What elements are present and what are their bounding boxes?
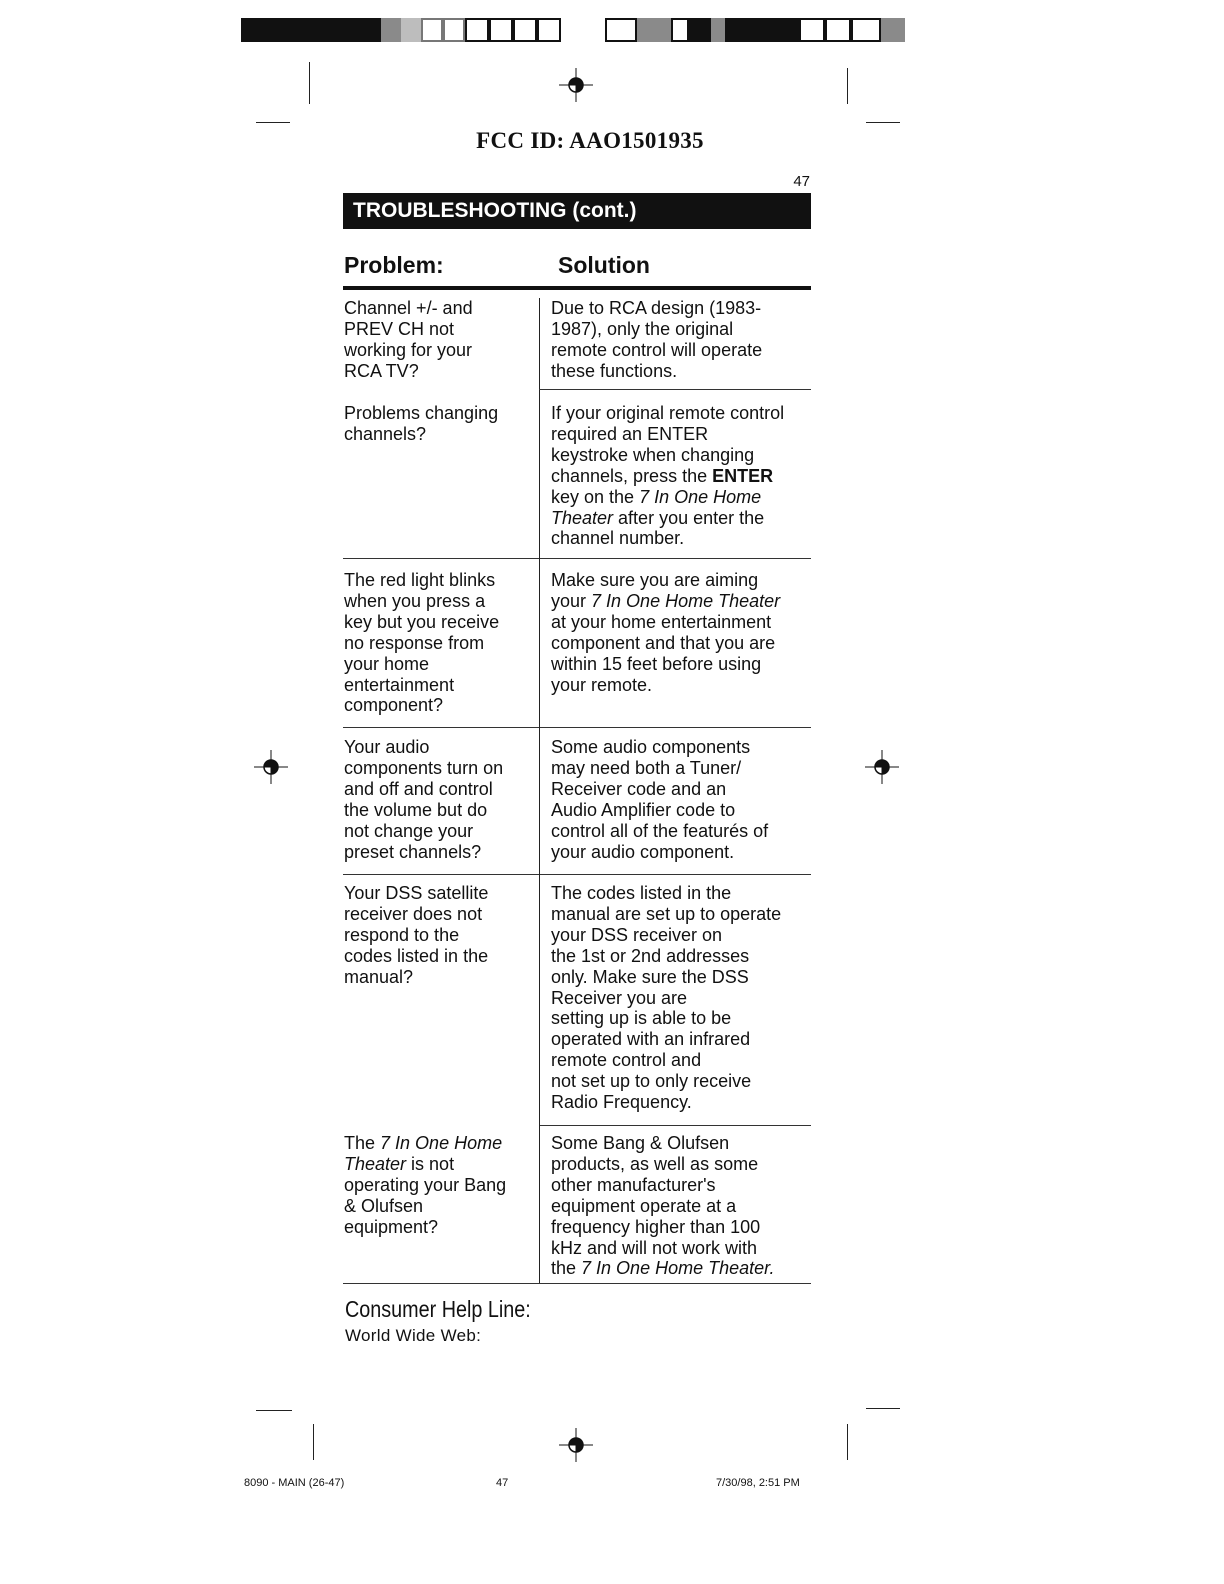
row-divider [539, 1125, 811, 1126]
table-row [343, 570, 811, 727]
registration-bar-left [241, 18, 561, 42]
crop-mark [256, 122, 290, 123]
crop-mark [866, 122, 900, 123]
solution-cell: Some audio components may need both a Tuner/ Receiver code and an Audio Amplifier code to control all of the featurés of your audio component. [551, 737, 769, 862]
table-row [343, 737, 811, 874]
consumer-help-line: Consumer Help Line: [345, 1296, 531, 1322]
solution-cell: Make sure you are aiming your 7 In One Home Theater at your home entertainment component and that you are within 15 feet before using your remote. [551, 570, 781, 695]
problem-cell: Your DSS satellite receiver does not respond to the codes listed in the manual? [344, 883, 489, 987]
problem-cell: Channel +/- and PREV CH not working for your RCA TV? [344, 298, 473, 381]
crop-mark [256, 1410, 292, 1411]
registration-target-icon [254, 750, 288, 784]
footer-date: 7/30/98, 2:51 PM [716, 1477, 800, 1489]
solution-cell: Some Bang & Olufsen products, as well as some other manufacturer's equipment operate at a frequency higher than 100 kHz and will not work with the 7 In One Home Theater. [551, 1133, 775, 1279]
crop-mark [313, 1424, 314, 1460]
solution-cell: The codes listed in the manual are set up to operate your DSS receiver on the 1st or 2nd addresses only. Make sure the DSS Receiver you are setting up is able to be operated with an infrared remote control and not set up to only receive Radio Frequency. [551, 883, 782, 1113]
registration-target-icon [559, 68, 593, 102]
table-row [343, 403, 811, 558]
problem-cell: The 7 In One Home Theater is not operating your Bang & Olufsen equipment? [344, 1133, 507, 1237]
table-row [343, 298, 811, 390]
registration-target-icon [865, 750, 899, 784]
fcc-id: FCC ID: AAO1501935 [476, 128, 704, 153]
table-row [343, 1133, 811, 1283]
crop-mark [847, 1424, 848, 1460]
table-row [343, 883, 811, 1125]
section-banner: TROUBLESHOOTING (cont.) [343, 193, 811, 229]
page-number: 47 [793, 173, 810, 190]
registration-bar-right [605, 18, 905, 42]
row-divider [539, 389, 811, 390]
problem-cell: Problems changing channels? [344, 403, 499, 444]
solution-cell: Due to RCA design (1983- 1987), only the original remote control will operate these functions. [551, 298, 763, 381]
problem-cell: The red light blinks when you press a key but you receive no response from your home entertainment component? [344, 570, 500, 716]
footer-file: 8090 - MAIN (26-47) [244, 1477, 345, 1489]
crop-mark [847, 68, 848, 104]
row-divider [343, 1283, 811, 1284]
crop-mark [866, 1408, 900, 1409]
solution-cell: If your original remote control required an ENTER keystroke when changing channels, press the ENTER key on the 7 In One Home Theater after you enter the channel number. [551, 403, 785, 549]
row-divider [343, 727, 811, 728]
footer-page: 47 [496, 1477, 509, 1489]
registration-target-icon [559, 1428, 593, 1462]
crop-mark [309, 62, 310, 104]
world-wide-web: World Wide Web: [345, 1326, 482, 1345]
row-divider [343, 558, 811, 559]
header-rule [343, 286, 811, 290]
problem-column-header: Problem: [344, 252, 444, 278]
solution-column-header: Solution [558, 252, 650, 278]
problem-cell: Your audio components turn on and off and control the volume but do not change your preset channels? [344, 737, 504, 862]
row-divider [343, 874, 811, 875]
